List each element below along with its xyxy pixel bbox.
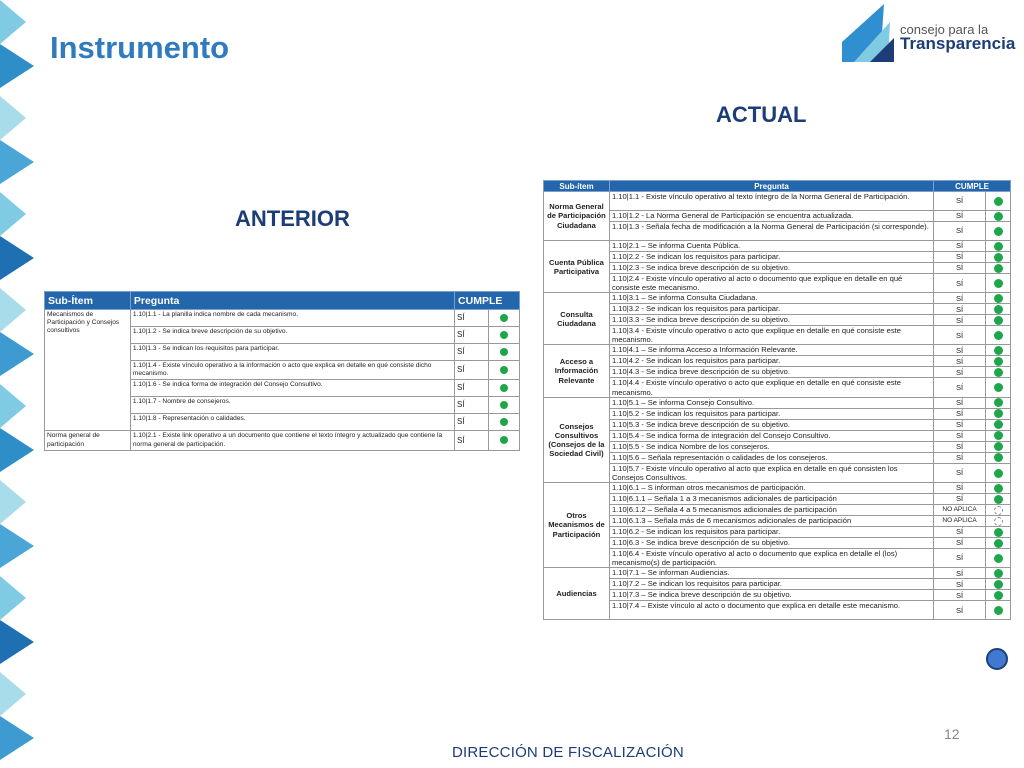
cumple-cell: SÍ (934, 590, 986, 601)
status-cell (986, 241, 1011, 252)
question-cell: 1.10|1.8 - Representación o calidades. (130, 414, 454, 431)
question-cell: 1.10|2.3 - Se indica breve descripción de su objetivo. (609, 263, 933, 274)
compliant-dot-icon (994, 539, 1003, 548)
status-cell (489, 397, 520, 414)
cumple-cell: SÍ (934, 452, 986, 463)
question-cell: 1.10|6.1.1 – Señala 1 a 3 mecanismos adicionales de participación (609, 493, 933, 504)
status-cell (986, 304, 1011, 315)
question-cell: 1.10|3.1 – Se informa Consulta Ciudadana. (609, 293, 933, 304)
cumple-cell: SÍ (934, 548, 986, 567)
status-cell (986, 222, 1011, 241)
cumple-cell: SÍ (455, 431, 489, 450)
col-header-cumple: CUMPLE (934, 181, 1011, 192)
table-row (544, 211, 1011, 222)
compliant-dot-icon (994, 495, 1003, 504)
table-row (544, 452, 1011, 463)
question-cell: 1.10|3.3 - Se indica breve descripción de su objetivo. (609, 315, 933, 326)
compliant-dot-icon (994, 253, 1003, 262)
compliant-dot-icon (994, 383, 1003, 392)
question-cell: 1.10|6.3 - Se indica breve descripción de su objetivo. (609, 537, 933, 548)
question-cell: 1.10|2.2 - Se indican los requisitos para participar. (609, 252, 933, 263)
status-cell (986, 274, 1011, 293)
status-cell (986, 504, 1011, 515)
status-cell (489, 380, 520, 397)
status-cell (986, 293, 1011, 304)
actual-heading: ACTUAL (716, 102, 807, 127)
question-cell: 1.10|1.4 - Existe vínculo operativo a la información o acto que explica en detalle en qué consiste dicho mecanismo. (130, 361, 454, 380)
cumple-cell: SÍ (934, 274, 986, 293)
cumple-cell: SÍ (934, 367, 986, 378)
not-applicable-icon (994, 517, 1003, 526)
cumple-cell: SÍ (934, 315, 986, 326)
table-row (544, 504, 1011, 515)
logo-mark-icon (840, 2, 900, 64)
navigation-dot (986, 648, 1008, 670)
table-row (544, 345, 1011, 356)
table-row (45, 431, 520, 450)
table-row (544, 568, 1011, 579)
compliant-dot-icon (994, 569, 1003, 578)
status-cell (986, 356, 1011, 367)
consejo-transparencia-logo (840, 2, 1020, 64)
table-row (544, 548, 1011, 567)
compliant-dot-icon (994, 368, 1003, 377)
cumple-cell: SÍ (934, 463, 986, 482)
logo-line-1: consejo para la (900, 22, 989, 37)
logo-line-2: Transparencia (900, 34, 1016, 53)
subitem-cell: Audiencias (544, 568, 610, 620)
cumple-cell: SÍ (934, 192, 986, 211)
question-cell: 1.10|5.1 – Se informa Consejo Consultivo. (609, 397, 933, 408)
compliant-dot-icon (994, 331, 1003, 340)
slide-title: Instrumento (50, 30, 230, 65)
cumple-cell: SÍ (934, 345, 986, 356)
status-cell (986, 493, 1011, 504)
cumple-cell: SÍ (934, 222, 986, 241)
question-cell: 1.10|6.1.2 – Señala 4 a 5 mecanismos adicionales de participación (609, 504, 933, 515)
cumple-cell: SÍ (455, 310, 489, 327)
status-cell (489, 431, 520, 450)
status-cell (986, 590, 1011, 601)
table-row (544, 356, 1011, 367)
question-cell: 1.10|6.1.3 – Señala más de 6 mecanismos adicionales de participación (609, 515, 933, 526)
question-cell: 1.10|5.2 - Se indican los requisitos para participar. (609, 408, 933, 419)
question-cell: 1.10|7.2 – Se indican los requisitos para participar. (609, 579, 933, 590)
table-row (544, 493, 1011, 504)
question-cell: 1.10|5.3 - Se indica breve descripción de su objetivo. (609, 419, 933, 430)
status-cell (986, 263, 1011, 274)
compliant-dot-icon (994, 420, 1003, 429)
cumple-cell: SÍ (455, 327, 489, 344)
compliant-dot-icon (994, 212, 1003, 221)
compliant-dot-icon (994, 431, 1003, 440)
cumple-cell: SÍ (934, 293, 986, 304)
compliant-dot-icon (500, 366, 508, 374)
cumple-cell: SÍ (934, 252, 986, 263)
question-cell: 1.10|4.4 - Existe vínculo operativo o acto que explique en detalle en qué consiste este mecanismo. (609, 378, 933, 397)
question-cell: 1.10|5.6 – Señala representación o calidades de los consejeros. (609, 452, 933, 463)
status-cell (986, 345, 1011, 356)
status-cell (986, 548, 1011, 567)
status-cell (986, 397, 1011, 408)
status-cell (986, 537, 1011, 548)
cumple-cell: SÍ (934, 430, 986, 441)
compliant-dot-icon (500, 348, 508, 356)
compliant-dot-icon (994, 346, 1003, 355)
question-cell: 1.10|4.1 – Se informa Acceso a Información Relevante. (609, 345, 933, 356)
question-cell: 1.10|5.4 - Se indica forma de integración del Consejo Consultivo. (609, 430, 933, 441)
compliant-dot-icon (994, 469, 1003, 478)
table-row (544, 397, 1011, 408)
compliant-dot-icon (994, 242, 1003, 251)
status-cell (986, 515, 1011, 526)
compliant-dot-icon (994, 591, 1003, 600)
question-cell: 1.10|7.1 – Se informan Audiencias. (609, 568, 933, 579)
question-cell: 1.10|2.4 - Existe vínculo operativo al acto o documento que explique en detalle en qué consiste este mecanismo. (609, 274, 933, 293)
col-header-cumple: CUMPLE (455, 292, 520, 310)
subitem-cell: Otros Mecanismos de Participación (544, 482, 610, 567)
page-number: 12 (944, 726, 960, 742)
status-cell (986, 526, 1011, 537)
cumple-cell: SÍ (934, 326, 986, 345)
table-row (544, 326, 1011, 345)
cumple-cell: SÍ (934, 211, 986, 222)
compliant-dot-icon (994, 305, 1003, 314)
status-cell (986, 419, 1011, 430)
cumple-cell: SÍ (934, 441, 986, 452)
compliant-dot-icon (994, 580, 1003, 589)
compliant-dot-icon (994, 409, 1003, 418)
table-row (544, 241, 1011, 252)
anterior-header-row (45, 292, 520, 310)
status-cell (986, 452, 1011, 463)
compliant-dot-icon (500, 331, 508, 339)
cumple-cell: SÍ (934, 579, 986, 590)
cumple-cell: SÍ (455, 344, 489, 361)
col-header-pregunta: Pregunta (130, 292, 454, 310)
anterior-table (44, 291, 520, 451)
question-cell: 1.10|1.3 - Se indican los requisitos para participar. (130, 344, 454, 361)
status-cell (986, 367, 1011, 378)
cumple-cell: SÍ (934, 408, 986, 419)
question-cell: 1.10|1.2 - Se indica breve descripción de su objetivo. (130, 327, 454, 344)
col-header-pregunta: Pregunta (609, 181, 933, 192)
cumple-cell: SÍ (934, 304, 986, 315)
status-cell (986, 579, 1011, 590)
table-row (544, 367, 1011, 378)
question-cell: 1.10|7.3 – Se indica breve descripción de su objetivo. (609, 590, 933, 601)
subitem-cell: Mecanismos de Participación y Consejos consultivos (45, 310, 131, 431)
question-cell: 1.10|3.2 - Se indican los requisitos para participar. (609, 304, 933, 315)
table-row (544, 304, 1011, 315)
cumple-cell: SÍ (934, 526, 986, 537)
status-cell (986, 601, 1011, 620)
status-cell (489, 344, 520, 361)
status-cell (986, 326, 1011, 345)
cumple-cell: SÍ (455, 414, 489, 431)
status-cell (986, 482, 1011, 493)
cumple-cell: SÍ (934, 241, 986, 252)
cumple-cell: SÍ (934, 263, 986, 274)
not-applicable-icon (994, 506, 1003, 515)
subitem-cell: Consulta Ciudadana (544, 293, 610, 345)
subitem-cell: Norma general de participación (45, 431, 131, 450)
question-cell: 1.10|1.3 - Señala fecha de modificación a la Norma General de Participación (si corresponde). (609, 222, 933, 241)
cumple-cell: SÍ (934, 601, 986, 620)
status-cell (986, 463, 1011, 482)
table-row (544, 274, 1011, 293)
table-row (544, 263, 1011, 274)
question-cell: 1.10|1.1 - La planilla indica nombre de cada mecanismo. (130, 310, 454, 327)
cumple-cell: SÍ (934, 419, 986, 430)
table-row (544, 537, 1011, 548)
status-cell (986, 408, 1011, 419)
compliant-dot-icon (994, 264, 1003, 273)
question-cell: 1.10|4.3 - Se indica breve descripción de su objetivo. (609, 367, 933, 378)
cumple-cell: NO APLICA (934, 504, 986, 515)
table-row (544, 408, 1011, 419)
question-cell: 1.10|1.6 - Se indica forma de integración del Consejo Consultivo. (130, 380, 454, 397)
col-header-subitem: Sub-ítem (544, 181, 610, 192)
table-row (544, 463, 1011, 482)
question-cell: 1.10|2.1 - Existe link operativo a un documento que contiene el texto íntegro y actualizado que contiene la norma general de participación. (130, 431, 454, 450)
question-cell: 1.10|4.2 - Se indican los requisitos para participar. (609, 356, 933, 367)
cumple-cell: SÍ (934, 482, 986, 493)
cumple-cell: SÍ (455, 361, 489, 380)
subitem-cell: Acceso a Información Relevante (544, 345, 610, 397)
cumple-cell: SÍ (455, 397, 489, 414)
status-cell (986, 252, 1011, 263)
actual-table (543, 180, 1011, 620)
table-row (544, 526, 1011, 537)
cumple-cell: SÍ (934, 568, 986, 579)
table-row (544, 579, 1011, 590)
compliant-dot-icon (994, 442, 1003, 451)
compliant-dot-icon (994, 606, 1003, 615)
table-row (544, 293, 1011, 304)
status-cell (986, 378, 1011, 397)
table-row (544, 419, 1011, 430)
compliant-dot-icon (994, 294, 1003, 303)
question-cell: 1.10|1.1 - Existe vínculo operativo al texto íntegro de la Norma General de Participación. (609, 192, 933, 211)
status-cell (986, 192, 1011, 211)
compliant-dot-icon (500, 384, 508, 392)
table-row (544, 590, 1011, 601)
compliant-dot-icon (994, 528, 1003, 537)
question-cell: 1.10|1.7 - Nombre de consejeros. (130, 397, 454, 414)
compliant-dot-icon (994, 197, 1003, 206)
question-cell: 1.10|1.2 - La Norma General de Participación se encuentra actualizada. (609, 211, 933, 222)
cumple-cell: SÍ (455, 380, 489, 397)
table-row (45, 310, 520, 327)
question-cell: 1.10|2.1 – Se informa Cuenta Pública. (609, 241, 933, 252)
decorative-chevron-strip (0, 0, 34, 768)
question-cell: 1.10|5.7 - Existe vínculo operativo al acto que explica en detalle en qué consisten los Consejos Consultivos. (609, 463, 933, 482)
compliant-dot-icon (994, 484, 1003, 493)
table-row (544, 222, 1011, 241)
table-row (544, 441, 1011, 452)
status-cell (986, 315, 1011, 326)
cumple-cell: SÍ (934, 378, 986, 397)
actual-header-row (544, 181, 1011, 192)
table-row (544, 430, 1011, 441)
status-cell (489, 327, 520, 344)
status-cell (986, 568, 1011, 579)
cumple-cell: SÍ (934, 493, 986, 504)
question-cell: 1.10|6.2 - Se indican los requisitos para participar. (609, 526, 933, 537)
compliant-dot-icon (500, 314, 508, 322)
question-cell: 1.10|5.5 - Se indica Nombre de los consejeros. (609, 441, 933, 452)
status-cell (489, 414, 520, 431)
cumple-cell: SÍ (934, 356, 986, 367)
anterior-heading: ANTERIOR (235, 206, 350, 231)
table-row (544, 192, 1011, 211)
compliant-dot-icon (500, 401, 508, 409)
compliant-dot-icon (994, 453, 1003, 462)
compliant-dot-icon (994, 357, 1003, 366)
compliant-dot-icon (500, 418, 508, 426)
question-cell: 1.10|6.4 - Existe vínculo operativo al acto o documento que explica en detalle el (los) mecanismo(s) de participación. (609, 548, 933, 567)
question-cell: 1.10|6.1 – S informan otros mecanismos de participación. (609, 482, 933, 493)
status-cell (986, 430, 1011, 441)
compliant-dot-icon (994, 554, 1003, 563)
cumple-cell: NO APLICA (934, 515, 986, 526)
cumple-cell: SÍ (934, 537, 986, 548)
table-row (544, 252, 1011, 263)
compliant-dot-icon (994, 316, 1003, 325)
compliant-dot-icon (500, 436, 508, 444)
question-cell: 1.10|3.4 - Existe vínculo operativo o acto que explique en detalle en qué consiste este mecanismo. (609, 326, 933, 345)
status-cell (489, 361, 520, 380)
status-cell (986, 211, 1011, 222)
status-cell (986, 441, 1011, 452)
col-header-subitem: Sub-Ítem (45, 292, 131, 310)
status-cell (489, 310, 520, 327)
subitem-cell: Cuenta Pública Participativa (544, 241, 610, 293)
footer-text: DIRECCIÓN DE FISCALIZACIÓN (452, 744, 684, 761)
table-row (544, 378, 1011, 397)
cumple-cell: SÍ (934, 397, 986, 408)
table-row (544, 315, 1011, 326)
table-row (544, 482, 1011, 493)
subitem-cell: Consejos Consultivos (Consejos de la Sociedad Civil) (544, 397, 610, 482)
table-row (544, 515, 1011, 526)
subitem-cell: Norma General de Participación Ciudadana (544, 192, 610, 241)
question-cell: 1.10|7.4 – Existe vínculo al acto o documento que explica en detalle este mecanismo. (609, 601, 933, 620)
compliant-dot-icon (994, 227, 1003, 236)
table-row (544, 601, 1011, 620)
compliant-dot-icon (994, 279, 1003, 288)
compliant-dot-icon (994, 398, 1003, 407)
